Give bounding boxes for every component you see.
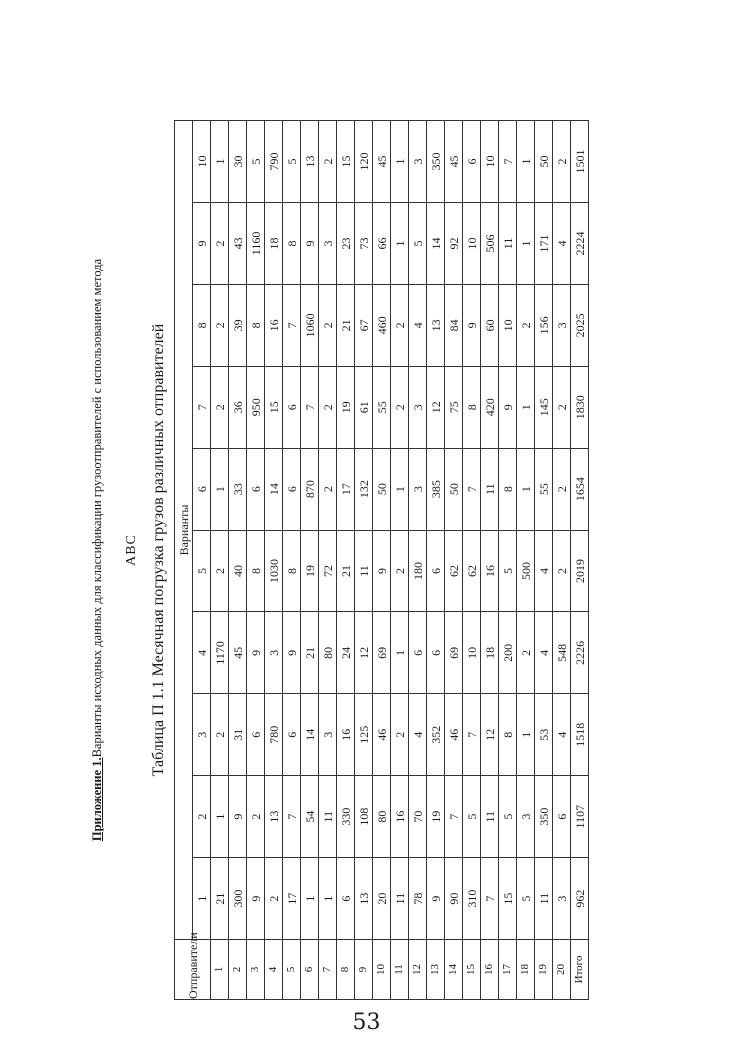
value-cell: 6 bbox=[427, 530, 445, 612]
header-variant-3: 3 bbox=[193, 694, 211, 776]
sender-number-cell: 7 bbox=[319, 940, 337, 1000]
value-cell: 2 bbox=[319, 448, 337, 530]
value-cell: 92 bbox=[445, 202, 463, 284]
value-cell: 350 bbox=[427, 121, 445, 203]
value-cell: 5 bbox=[499, 530, 517, 612]
table-row bbox=[265, 121, 283, 1000]
value-cell: 8 bbox=[499, 694, 517, 776]
sender-number-cell: 16 bbox=[481, 940, 499, 1000]
value-cell: 8 bbox=[463, 366, 481, 448]
header-variant-5: 5 bbox=[193, 530, 211, 612]
value-cell: 15 bbox=[499, 858, 517, 940]
sender-number-cell: 3 bbox=[247, 940, 265, 1000]
value-cell: 2 bbox=[553, 448, 571, 530]
value-cell: 11 bbox=[481, 448, 499, 530]
value-cell: 67 bbox=[355, 284, 373, 366]
value-cell: 53 bbox=[535, 694, 553, 776]
value-cell: 21 bbox=[211, 858, 229, 940]
value-cell: 54 bbox=[301, 776, 319, 858]
value-cell: 30 bbox=[229, 121, 247, 203]
value-cell: 50 bbox=[445, 448, 463, 530]
total-value-cell: 2019 bbox=[571, 530, 589, 612]
header-variant-4: 4 bbox=[193, 612, 211, 694]
value-cell: 11 bbox=[535, 858, 553, 940]
value-cell: 17 bbox=[337, 448, 355, 530]
sender-number-cell: 13 bbox=[427, 940, 445, 1000]
sender-number-cell: 17 bbox=[499, 940, 517, 1000]
value-cell: 1 bbox=[391, 448, 409, 530]
value-cell: 125 bbox=[355, 694, 373, 776]
value-cell: 75 bbox=[445, 366, 463, 448]
value-cell: 500 bbox=[517, 530, 535, 612]
value-cell: 21 bbox=[337, 284, 355, 366]
value-cell: 21 bbox=[301, 612, 319, 694]
value-cell: 2 bbox=[265, 858, 283, 940]
value-cell: 18 bbox=[481, 612, 499, 694]
value-cell: 548 bbox=[553, 612, 571, 694]
value-cell: 1 bbox=[517, 202, 535, 284]
value-cell: 310 bbox=[463, 858, 481, 940]
value-cell: 3 bbox=[319, 202, 337, 284]
value-cell: 9 bbox=[427, 858, 445, 940]
value-cell: 2 bbox=[211, 694, 229, 776]
value-cell: 1 bbox=[391, 121, 409, 203]
value-cell: 14 bbox=[265, 448, 283, 530]
value-cell: 1 bbox=[517, 121, 535, 203]
value-cell: 2 bbox=[517, 284, 535, 366]
shipment-table bbox=[174, 120, 589, 1000]
method-caption: ABC bbox=[124, 534, 139, 566]
header-variant-1: 1 bbox=[193, 858, 211, 940]
table-row bbox=[427, 121, 445, 1000]
value-cell: 6 bbox=[337, 858, 355, 940]
value-cell: 870 bbox=[301, 448, 319, 530]
value-cell: 5 bbox=[283, 121, 301, 203]
value-cell: 39 bbox=[229, 284, 247, 366]
total-value-cell: 2224 bbox=[571, 202, 589, 284]
value-cell: 2 bbox=[553, 366, 571, 448]
value-cell: 2 bbox=[391, 530, 409, 612]
table-row bbox=[517, 121, 535, 1000]
value-cell: 145 bbox=[535, 366, 553, 448]
sender-number-cell: 2 bbox=[229, 940, 247, 1000]
value-cell: 9 bbox=[301, 202, 319, 284]
value-cell: 6 bbox=[283, 448, 301, 530]
value-cell: 2 bbox=[391, 284, 409, 366]
table-caption: Таблица П 1.1 Месячная погрузка грузов различных отправителей bbox=[150, 323, 167, 777]
value-cell: 7 bbox=[283, 284, 301, 366]
value-cell: 1 bbox=[391, 612, 409, 694]
value-cell: 6 bbox=[553, 776, 571, 858]
value-cell: 2 bbox=[211, 530, 229, 612]
value-cell: 9 bbox=[283, 612, 301, 694]
sender-number-cell: 20 bbox=[553, 940, 571, 1000]
value-cell: 2 bbox=[553, 530, 571, 612]
value-cell: 6 bbox=[409, 612, 427, 694]
value-cell: 19 bbox=[337, 366, 355, 448]
value-cell: 2 bbox=[553, 121, 571, 203]
total-value-cell: 1518 bbox=[571, 694, 589, 776]
value-cell: 1 bbox=[517, 448, 535, 530]
table-row bbox=[463, 121, 481, 1000]
value-cell: 8 bbox=[247, 284, 265, 366]
appendix-caption-text: Варианты исходных данных для классификации грузоотправителей с использованием метода bbox=[90, 258, 104, 758]
value-cell: 46 bbox=[445, 694, 463, 776]
value-cell: 12 bbox=[355, 612, 373, 694]
value-cell: 14 bbox=[427, 202, 445, 284]
value-cell: 55 bbox=[373, 366, 391, 448]
header-variant-2: 2 bbox=[193, 776, 211, 858]
value-cell: 45 bbox=[373, 121, 391, 203]
value-cell: 2 bbox=[211, 366, 229, 448]
value-cell: 6 bbox=[427, 612, 445, 694]
total-label-cell: Итого bbox=[571, 940, 589, 1000]
sender-number-cell: 11 bbox=[391, 940, 409, 1000]
value-cell: 14 bbox=[301, 694, 319, 776]
value-cell: 3 bbox=[409, 366, 427, 448]
value-cell: 2 bbox=[211, 284, 229, 366]
value-cell: 7 bbox=[445, 776, 463, 858]
value-cell: 352 bbox=[427, 694, 445, 776]
header-variants-group: Варианты bbox=[175, 121, 193, 940]
value-cell: 11 bbox=[499, 202, 517, 284]
value-cell: 45 bbox=[229, 612, 247, 694]
header-variant-6: 6 bbox=[193, 448, 211, 530]
value-cell: 69 bbox=[445, 612, 463, 694]
value-cell: 15 bbox=[337, 121, 355, 203]
value-cell: 8 bbox=[247, 530, 265, 612]
value-cell: 78 bbox=[409, 858, 427, 940]
table-row bbox=[535, 121, 553, 1000]
value-cell: 72 bbox=[319, 530, 337, 612]
sender-number-cell: 18 bbox=[517, 940, 535, 1000]
value-cell: 23 bbox=[337, 202, 355, 284]
value-cell: 33 bbox=[229, 448, 247, 530]
value-cell: 1030 bbox=[265, 530, 283, 612]
value-cell: 7 bbox=[463, 694, 481, 776]
sender-number-cell: 1 bbox=[211, 940, 229, 1000]
value-cell: 3 bbox=[553, 284, 571, 366]
value-cell: 132 bbox=[355, 448, 373, 530]
value-cell: 12 bbox=[481, 694, 499, 776]
value-cell: 7 bbox=[463, 448, 481, 530]
value-cell: 120 bbox=[355, 121, 373, 203]
value-cell: 1 bbox=[301, 858, 319, 940]
value-cell: 18 bbox=[265, 202, 283, 284]
value-cell: 3 bbox=[409, 448, 427, 530]
value-cell: 80 bbox=[373, 776, 391, 858]
value-cell: 6 bbox=[247, 448, 265, 530]
value-cell: 460 bbox=[373, 284, 391, 366]
value-cell: 6 bbox=[283, 366, 301, 448]
table-row bbox=[373, 121, 391, 1000]
value-cell: 2 bbox=[319, 284, 337, 366]
value-cell: 3 bbox=[265, 612, 283, 694]
table-row bbox=[247, 121, 265, 1000]
value-cell: 2 bbox=[319, 121, 337, 203]
value-cell: 1 bbox=[319, 858, 337, 940]
value-cell: 9 bbox=[229, 776, 247, 858]
value-cell: 19 bbox=[427, 776, 445, 858]
value-cell: 4 bbox=[409, 694, 427, 776]
header-variant-8: 8 bbox=[193, 284, 211, 366]
value-cell: 2 bbox=[319, 366, 337, 448]
rotated-page bbox=[88, 100, 648, 1000]
value-cell: 2 bbox=[391, 366, 409, 448]
value-cell: 20 bbox=[373, 858, 391, 940]
value-cell: 6 bbox=[247, 694, 265, 776]
total-value-cell: 962 bbox=[571, 858, 589, 940]
value-cell: 13 bbox=[427, 284, 445, 366]
sender-number-cell: 6 bbox=[301, 940, 319, 1000]
sender-number-cell: 12 bbox=[409, 940, 427, 1000]
value-cell: 1 bbox=[391, 202, 409, 284]
value-cell: 2 bbox=[211, 202, 229, 284]
value-cell: 780 bbox=[265, 694, 283, 776]
value-cell: 16 bbox=[481, 530, 499, 612]
value-cell: 4 bbox=[535, 612, 553, 694]
value-cell: 69 bbox=[373, 612, 391, 694]
total-value-cell: 1107 bbox=[571, 776, 589, 858]
table-row bbox=[283, 121, 301, 1000]
value-cell: 506 bbox=[481, 202, 499, 284]
sender-number-cell: 14 bbox=[445, 940, 463, 1000]
total-value-cell: 2226 bbox=[571, 612, 589, 694]
value-cell: 4 bbox=[535, 530, 553, 612]
value-cell: 1060 bbox=[301, 284, 319, 366]
value-cell: 55 bbox=[535, 448, 553, 530]
value-cell: 180 bbox=[409, 530, 427, 612]
table-row bbox=[481, 121, 499, 1000]
value-cell: 60 bbox=[481, 284, 499, 366]
value-cell: 62 bbox=[445, 530, 463, 612]
total-row bbox=[571, 121, 589, 1000]
value-cell: 2 bbox=[517, 612, 535, 694]
header-variant-7: 7 bbox=[193, 366, 211, 448]
value-cell: 7 bbox=[481, 858, 499, 940]
value-cell: 2 bbox=[247, 776, 265, 858]
value-cell: 16 bbox=[391, 776, 409, 858]
value-cell: 7 bbox=[499, 121, 517, 203]
value-cell: 13 bbox=[265, 776, 283, 858]
value-cell: 8 bbox=[283, 202, 301, 284]
appendix-caption bbox=[90, 100, 105, 1000]
appendix-caption-lead: Приложение 1. bbox=[90, 757, 104, 842]
value-cell: 4 bbox=[553, 202, 571, 284]
value-cell: 7 bbox=[283, 776, 301, 858]
table-row bbox=[391, 121, 409, 1000]
value-cell: 46 bbox=[373, 694, 391, 776]
table-row bbox=[211, 121, 229, 1000]
value-cell: 350 bbox=[535, 776, 553, 858]
table-row bbox=[319, 121, 337, 1000]
value-cell: 10 bbox=[463, 612, 481, 694]
value-cell: 8 bbox=[499, 448, 517, 530]
value-cell: 300 bbox=[229, 858, 247, 940]
table-row bbox=[301, 121, 319, 1000]
value-cell: 385 bbox=[427, 448, 445, 530]
value-cell: 11 bbox=[319, 776, 337, 858]
value-cell: 200 bbox=[499, 612, 517, 694]
value-cell: 10 bbox=[499, 284, 517, 366]
table-row bbox=[553, 121, 571, 1000]
value-cell: 13 bbox=[355, 858, 373, 940]
value-cell: 1 bbox=[211, 776, 229, 858]
value-cell: 11 bbox=[481, 776, 499, 858]
value-cell: 16 bbox=[337, 694, 355, 776]
total-value-cell: 1830 bbox=[571, 366, 589, 448]
sender-number-cell: 4 bbox=[265, 940, 283, 1000]
table-row bbox=[355, 121, 373, 1000]
value-cell: 5 bbox=[247, 121, 265, 203]
sender-number-cell: 19 bbox=[535, 940, 553, 1000]
value-cell: 3 bbox=[319, 694, 337, 776]
sender-number-cell: 8 bbox=[337, 940, 355, 1000]
value-cell: 10 bbox=[481, 121, 499, 203]
value-cell: 420 bbox=[481, 366, 499, 448]
sender-number-cell: 9 bbox=[355, 940, 373, 1000]
value-cell: 21 bbox=[337, 530, 355, 612]
header-variant-9: 9 bbox=[193, 202, 211, 284]
value-cell: 11 bbox=[391, 858, 409, 940]
sender-number-cell: 5 bbox=[283, 940, 301, 1000]
value-cell: 4 bbox=[409, 284, 427, 366]
value-cell: 45 bbox=[445, 121, 463, 203]
value-cell: 84 bbox=[445, 284, 463, 366]
value-cell: 12 bbox=[427, 366, 445, 448]
value-cell: 5 bbox=[499, 776, 517, 858]
value-cell: 1 bbox=[211, 448, 229, 530]
value-cell: 3 bbox=[553, 858, 571, 940]
value-cell: 62 bbox=[463, 530, 481, 612]
value-cell: 9 bbox=[373, 530, 391, 612]
value-cell: 36 bbox=[229, 366, 247, 448]
value-cell: 70 bbox=[409, 776, 427, 858]
value-cell: 9 bbox=[247, 612, 265, 694]
value-cell: 5 bbox=[463, 776, 481, 858]
value-cell: 43 bbox=[229, 202, 247, 284]
value-cell: 2 bbox=[391, 694, 409, 776]
value-cell: 790 bbox=[265, 121, 283, 203]
table-row bbox=[337, 121, 355, 1000]
value-cell: 40 bbox=[229, 530, 247, 612]
total-value-cell: 2025 bbox=[571, 284, 589, 366]
table-row bbox=[229, 121, 247, 1000]
value-cell: 50 bbox=[535, 121, 553, 203]
value-cell: 5 bbox=[517, 858, 535, 940]
page-number: 53 bbox=[352, 1010, 381, 1035]
value-cell: 11 bbox=[355, 530, 373, 612]
value-cell: 6 bbox=[463, 121, 481, 203]
value-cell: 9 bbox=[499, 366, 517, 448]
sender-number-cell: 15 bbox=[463, 940, 481, 1000]
value-cell: 66 bbox=[373, 202, 391, 284]
table-wrapper bbox=[174, 100, 589, 1000]
value-cell: 9 bbox=[247, 858, 265, 940]
value-cell: 108 bbox=[355, 776, 373, 858]
value-cell: 4 bbox=[553, 694, 571, 776]
value-cell: 73 bbox=[355, 202, 373, 284]
value-cell: 5 bbox=[409, 202, 427, 284]
value-cell: 16 bbox=[265, 284, 283, 366]
value-cell: 8 bbox=[283, 530, 301, 612]
value-cell: 90 bbox=[445, 858, 463, 940]
value-cell: 50 bbox=[373, 448, 391, 530]
sender-number-cell: 10 bbox=[373, 940, 391, 1000]
header-variant-10: 10 bbox=[193, 121, 211, 203]
table-row bbox=[445, 121, 463, 1000]
total-value-cell: 1501 bbox=[571, 121, 589, 203]
variant-header-row bbox=[193, 121, 211, 1000]
value-cell: 17 bbox=[283, 858, 301, 940]
table-row bbox=[499, 121, 517, 1000]
value-cell: 31 bbox=[229, 694, 247, 776]
value-cell: 24 bbox=[337, 612, 355, 694]
value-cell: 156 bbox=[535, 284, 553, 366]
value-cell: 1160 bbox=[247, 202, 265, 284]
value-cell: 7 bbox=[301, 366, 319, 448]
total-value-cell: 1654 bbox=[571, 448, 589, 530]
value-cell: 3 bbox=[517, 776, 535, 858]
value-cell: 9 bbox=[463, 284, 481, 366]
value-cell: 171 bbox=[535, 202, 553, 284]
value-cell: 6 bbox=[283, 694, 301, 776]
table-row bbox=[409, 121, 427, 1000]
value-cell: 10 bbox=[463, 202, 481, 284]
value-cell: 15 bbox=[265, 366, 283, 448]
table-body bbox=[211, 121, 589, 1000]
value-cell: 1 bbox=[517, 694, 535, 776]
header-senders: Отправители bbox=[175, 940, 211, 1000]
value-cell: 13 bbox=[301, 121, 319, 203]
value-cell: 19 bbox=[301, 530, 319, 612]
value-cell: 330 bbox=[337, 776, 355, 858]
value-cell: 80 bbox=[319, 612, 337, 694]
value-cell: 1 bbox=[211, 121, 229, 203]
value-cell: 950 bbox=[247, 366, 265, 448]
value-cell: 3 bbox=[409, 121, 427, 203]
value-cell: 61 bbox=[355, 366, 373, 448]
value-cell: 1170 bbox=[211, 612, 229, 694]
value-cell: 1 bbox=[517, 366, 535, 448]
